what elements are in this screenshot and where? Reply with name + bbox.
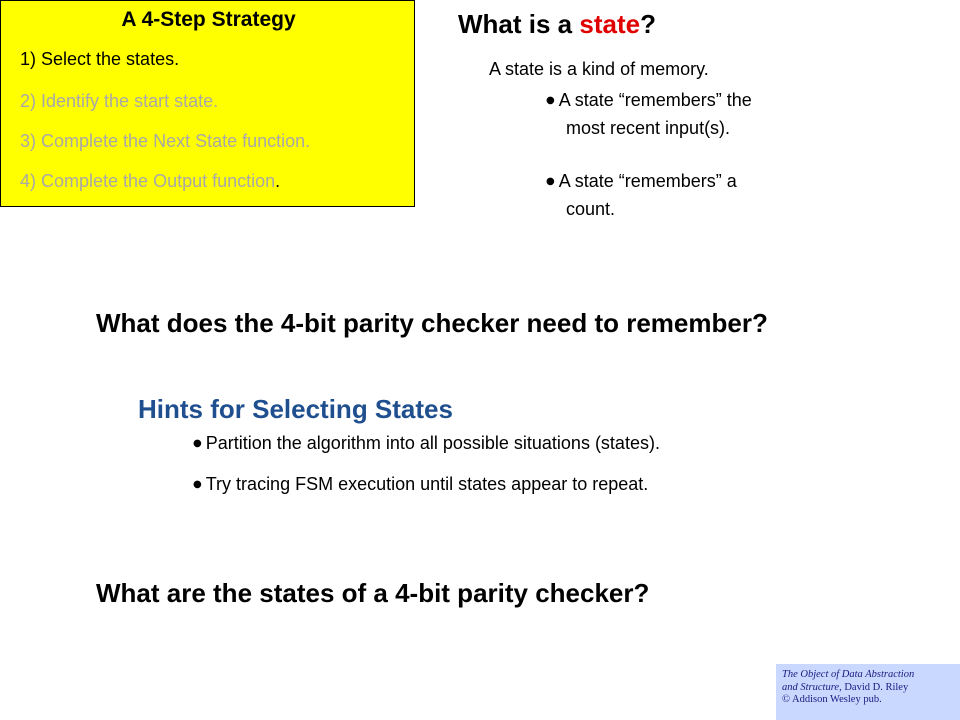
state-heading-highlight: state	[579, 9, 641, 39]
strategy-step-3: 3) Complete the Next State function.	[20, 131, 311, 151]
credit-box	[776, 664, 960, 720]
strategy-title: A 4-Step Strategy	[121, 8, 296, 31]
bullet-dot-icon: ●	[546, 95, 555, 106]
state-bullet-1-line2: most recent input(s).	[566, 118, 731, 138]
question-states: What are the states of a 4-bit parity checker?	[96, 578, 650, 608]
strategy-step-4-period: .	[275, 171, 281, 191]
hints-title: Hints for Selecting States	[138, 394, 453, 424]
hint-item-2	[193, 474, 648, 495]
strategy-step-1: 1) Select the states.	[20, 49, 180, 69]
state-bullet-2-line1	[546, 171, 737, 192]
state-bullet-1-line1	[546, 90, 752, 111]
strategy-step-4	[20, 171, 280, 192]
state-bullet-2-line2: count.	[566, 199, 616, 219]
hint-item-2-text: Try tracing FSM execution until states appear to repeat.	[205, 474, 649, 494]
bullet-dot-icon: ●	[193, 438, 202, 449]
bullet-dot-icon: ●	[193, 479, 202, 490]
bullet-dot-icon: ●	[546, 176, 555, 187]
state-bullet-1-text: A state “remembers” the	[558, 90, 752, 110]
strategy-step-2: 2) Identify the start state.	[20, 91, 219, 111]
credit-line-3: © Addison Wesley pub.	[782, 694, 882, 705]
state-heading-prefix: What is a	[458, 9, 580, 39]
state-definition: A state is a kind of memory.	[489, 59, 709, 79]
strategy-step-4-text: 4) Complete the Output function	[20, 171, 276, 191]
state-heading-suffix: ?	[640, 9, 656, 39]
credit-line-2: and Structure, David D. Riley	[782, 681, 909, 693]
state-heading	[458, 9, 656, 40]
question-remember: What does the 4-bit parity checker need to remember?	[96, 308, 768, 338]
credit-line-1: The Object of Data Abstraction	[782, 669, 915, 680]
hint-item-1-text: Partition the algorithm into all possible situations (states).	[205, 433, 660, 453]
hint-item-1	[193, 433, 660, 454]
state-bullet-2-text: A state “remembers” a	[558, 171, 737, 191]
strategy-box	[0, 0, 415, 207]
